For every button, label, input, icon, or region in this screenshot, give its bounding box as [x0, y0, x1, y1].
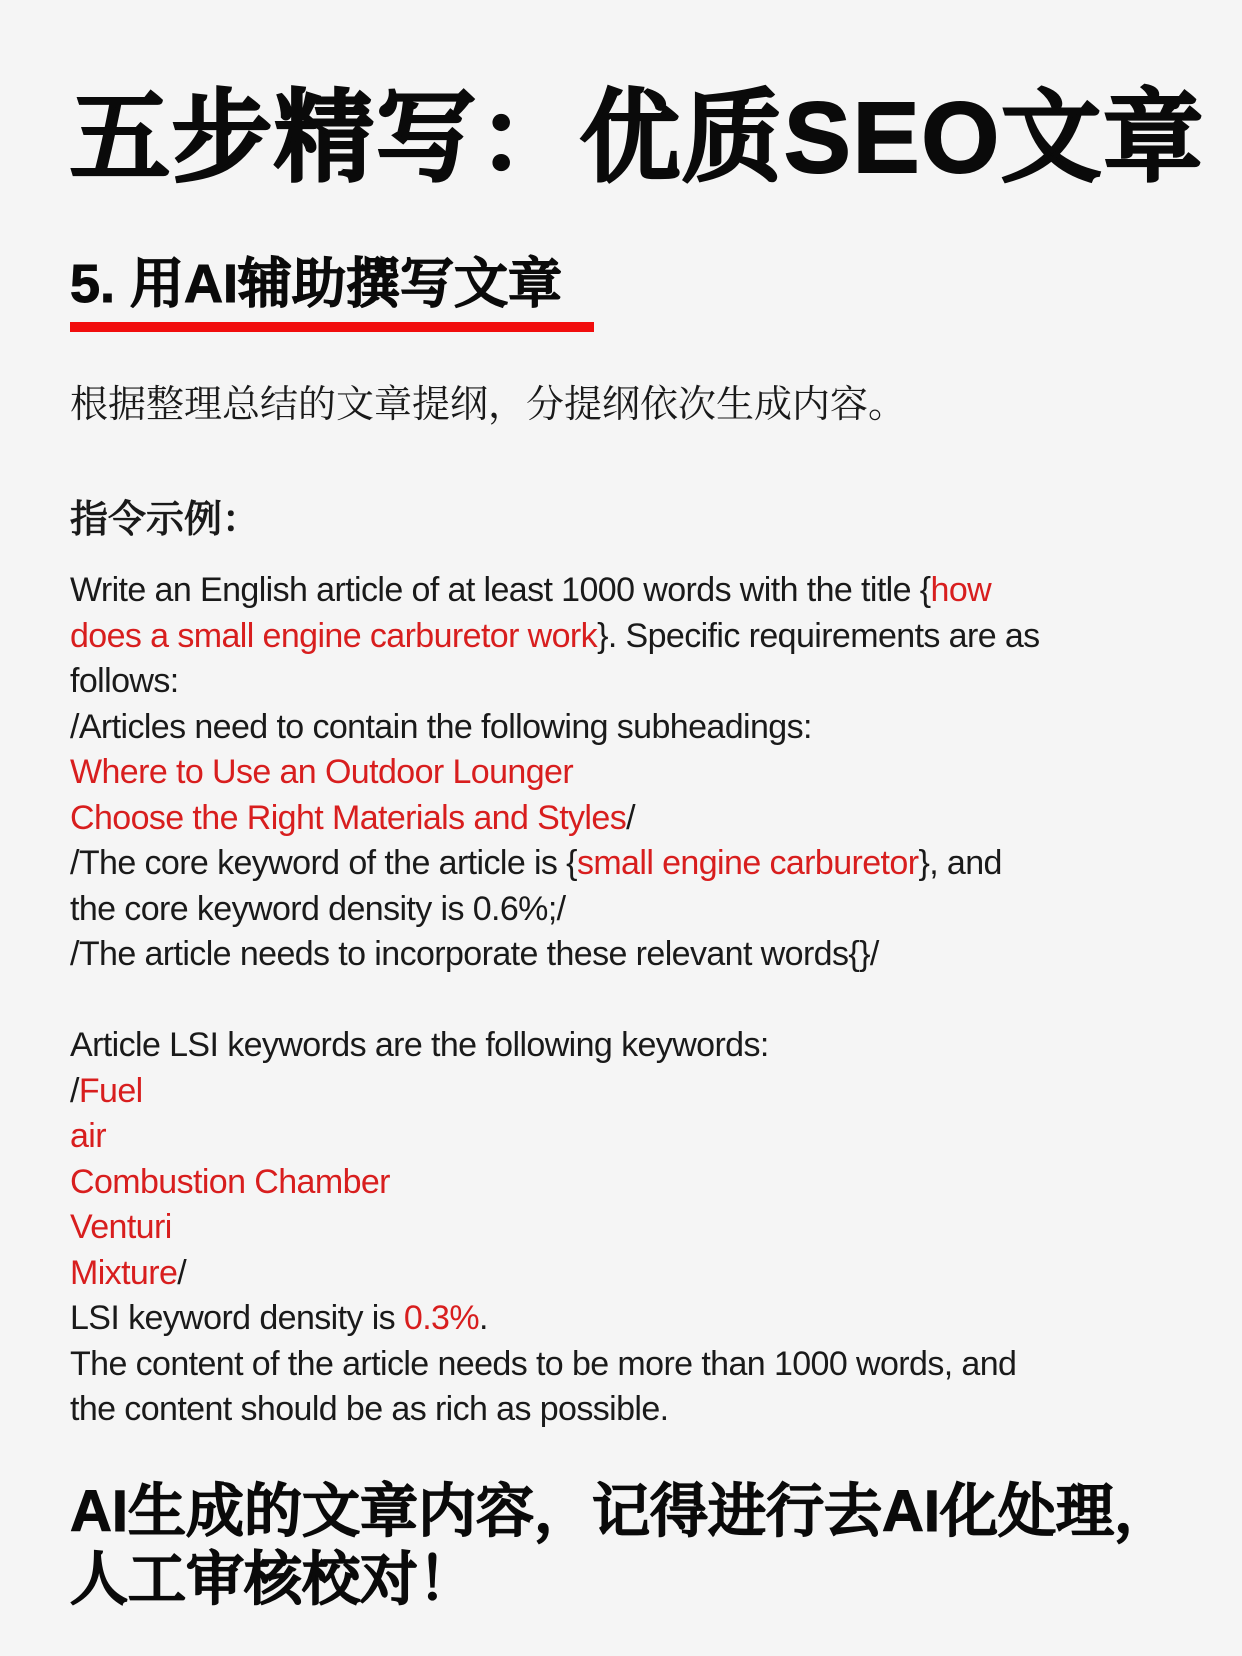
- highlight-text: how: [930, 571, 992, 609]
- footer-line: 人工审核校对！: [70, 1547, 477, 1612]
- prompt-line: [70, 568, 1130, 614]
- prompt-line: [70, 1296, 1130, 1342]
- page-title: 五步精写：优质SEO文章: [70, 82, 1206, 194]
- prompt-line: follows:: [70, 662, 179, 700]
- highlight-text: does a small engine carburetor work: [70, 616, 598, 655]
- lsi-keyword: air: [70, 1117, 106, 1155]
- subheading-2: Choose the Right Materials and Styles: [70, 798, 627, 837]
- prompt-line: Article LSI keywords are the following keywords:: [70, 1026, 769, 1064]
- prompt-text: /: [177, 1253, 187, 1292]
- lsi-keyword-text: Mixture: [70, 1253, 178, 1292]
- prompt-line: /The article needs to incorporate these relevant words{}/: [70, 935, 879, 973]
- step-heading: 5. 用AI辅助撰写文章: [70, 254, 563, 314]
- prompt-text: }, and: [918, 844, 1002, 882]
- prompt-line: [70, 796, 1130, 842]
- subheading-1: Where to Use an Outdoor Lounger: [70, 753, 574, 791]
- prompt-text: Write an English article of at least 1000 words with the title {: [70, 571, 931, 609]
- prompt-text: /The core keyword of the article is {: [70, 844, 577, 882]
- prompt-line: the core keyword density is 0.6%;/: [70, 889, 566, 928]
- example-label: 指令示例：: [70, 499, 261, 541]
- prompt-line: the content should be as rich as possible.: [70, 1390, 669, 1428]
- prompt-text: }. Specific requirements are as: [597, 616, 1040, 655]
- prompt-text: /: [70, 1071, 79, 1110]
- lsi-keyword: Venturi: [70, 1208, 172, 1246]
- prompt-line: /Articles need to contain the following subheadings:: [70, 707, 812, 746]
- core-keyword: small engine carburetor: [576, 844, 919, 882]
- footer-note: [70, 1478, 1172, 1614]
- intro-text: 根据整理总结的文章提纲，分提纲依次生成内容。: [70, 384, 907, 426]
- prompt-text: LSI keyword density is: [70, 1299, 404, 1337]
- heading-underline: [70, 322, 594, 332]
- lsi-keyword: [70, 1069, 1130, 1115]
- spacer: [70, 978, 1130, 1024]
- lsi-keyword: [70, 1251, 1130, 1297]
- prompt-line: [70, 841, 1130, 887]
- prompt-example: [70, 568, 1130, 1433]
- lsi-keyword: Combustion Chamber: [70, 1162, 390, 1201]
- footer-line: AI生成的文章内容，记得进行去AI化处理，: [70, 1479, 1173, 1544]
- prompt-text: .: [479, 1299, 488, 1337]
- prompt-line: [70, 614, 1130, 660]
- prompt-line: The content of the article needs to be more than 1000 words, and: [70, 1344, 1017, 1383]
- prompt-text: /: [626, 798, 635, 837]
- lsi-keyword-text: Fuel: [78, 1071, 143, 1110]
- density-value: 0.3%: [403, 1299, 480, 1337]
